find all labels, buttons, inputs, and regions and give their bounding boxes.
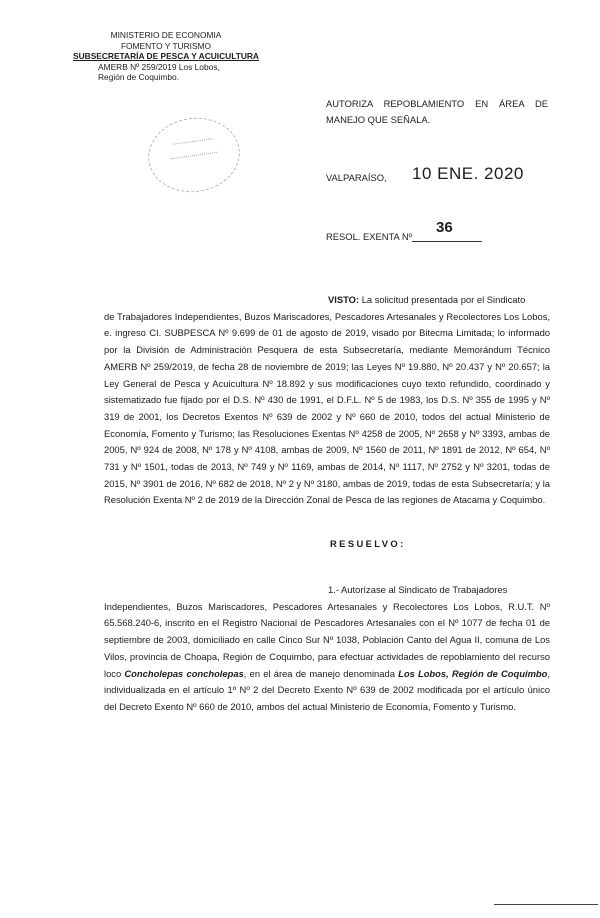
place-label: VALPARAÍSO, <box>326 172 387 183</box>
page-bottom-rule <box>494 904 598 905</box>
subject-line-1: AUTORIZA REPOBLAMIENTO EN ÁREA DE <box>326 98 548 109</box>
stamp-line <box>171 152 217 163</box>
visto-heading: VISTO: <box>328 294 360 305</box>
article-1-text-b: , en el área de manejo denominada <box>243 667 399 679</box>
visto-text-first: La solicitud presentada por el Sindicato <box>359 294 526 305</box>
resolution-subject <box>326 96 548 128</box>
resuelvo-heading: RESUELVO: <box>330 538 406 549</box>
resolution-number-value: 36 <box>436 219 453 236</box>
visto-paragraph <box>104 292 550 509</box>
visto-text: de Trabajadores Independientes, Buzos Mariscadores, Pescadores Artesanales y Recolectores Los Lobos, e. ingreso CI. SUBPESCA Nº 9.699 de 01 de agosto de 2019, visado por Bitecma Limitada; lo informado por la División de Administración Pesquera de esta Subsecretaría, mediante Memorándum Técnico AMERB Nº 259/2019, de fecha 28 de noviembre de 2019; las Leyes Nº 19.880, Nº 20.437 y Nº 20.657; la Ley General de Pesca y Acuicultura Nº 18.892 y sus modificaciones cuyo texto refundido, coordinado y sistematizado fue fijado por el D.S. Nº 430 de 1991, el D.F.L. Nº 5 de 1983, los D.S. Nº 355 de 1995 y Nº 319 de 2001, los Decretos Exentos Nº 639 de 2002 y Nº 660 de 2010, todos del actual Ministerio de Economía, Fomento y Turismo; las Resoluciones Exentas Nº 4258 de 2005, Nº 2658 y Nº 3393, ambas de 2005, Nº 924 de 2008, Nº 178 y Nº 4108, ambas de 2009, Nº 1560 de 2011, Nº 1891 de 2012, Nº 654, Nº 731 y Nº 1501, todas de 2013, Nº 749 y Nº 1169, ambas de 2014, Nº 1117, Nº 2752 y Nº 3201, todas de 2015, Nº 3901 de 2016, Nº 682 de 2018, Nº 2 y Nº 3180, ambas de 2019, todas de esta Subsecretaría; y la Resolución Exenta Nº 2 de 2019 de la Dirección Zonal de Pesca de las regiones de Atacama y Coquimbo. <box>104 310 550 506</box>
official-stamp <box>143 112 244 198</box>
subsecretaria-name: SUBSECRETARÍA DE PESCA Y ACUICULTURA <box>73 51 259 62</box>
subject-line-2: MANEJO QUE SEÑALA. <box>326 114 431 125</box>
species-name: Concholepas concholepas <box>124 667 244 679</box>
number-underline <box>412 241 482 242</box>
stamp-line <box>173 138 213 149</box>
article-1 <box>104 582 550 716</box>
resolution-label: RESOL. EXENTA Nº <box>326 231 413 242</box>
reference-line-2: Región de Coquimbo. <box>98 72 180 83</box>
area-name: Los Lobos, Región de Coquimbo <box>398 667 548 679</box>
date-stamp: 10 ENE. 2020 <box>412 164 524 183</box>
resolution-number <box>326 219 453 242</box>
ministry-name: MINISTERIO DE ECONOMIA <box>110 30 222 40</box>
article-1-text-c: , individualizada en el artículo 1º Nº 2 del Decreto Exento Nº 639 de 2002 modificada por el artículo único del Decreto Exento Nº 660 de 2010, ambos del actual Ministerio de Economía, Fomento y Turismo. <box>104 667 550 712</box>
letterhead <box>66 30 266 83</box>
ministry-name-2: FOMENTO Y TURISMO <box>120 40 212 51</box>
article-1-text-a: Independientes, Buzos Mariscadores, Pescadores Artesanales y Recolectores Los Lobos, R.U.T. Nº 65.568.240-6, inscrito en el Registro Nacional de Pescadores Artesanales con el Nº 1077 de fecha 01 de septiembre de 2003, domiciliado en calle Cinco Sur Nº 1038, Población Canto del Agua II, comuna de Los Vilos, provincia de Choapa, Región de Coquimbo, para efectuar actividades de repoblamiento del recurso loco <box>104 600 550 679</box>
reference-line-1: AMERB Nº 259/2019 Los Lobos, <box>98 61 220 72</box>
place-and-date <box>326 164 524 183</box>
article-1-lead: 1.- Autorízase al Sindicato de Trabajadores <box>328 584 508 595</box>
